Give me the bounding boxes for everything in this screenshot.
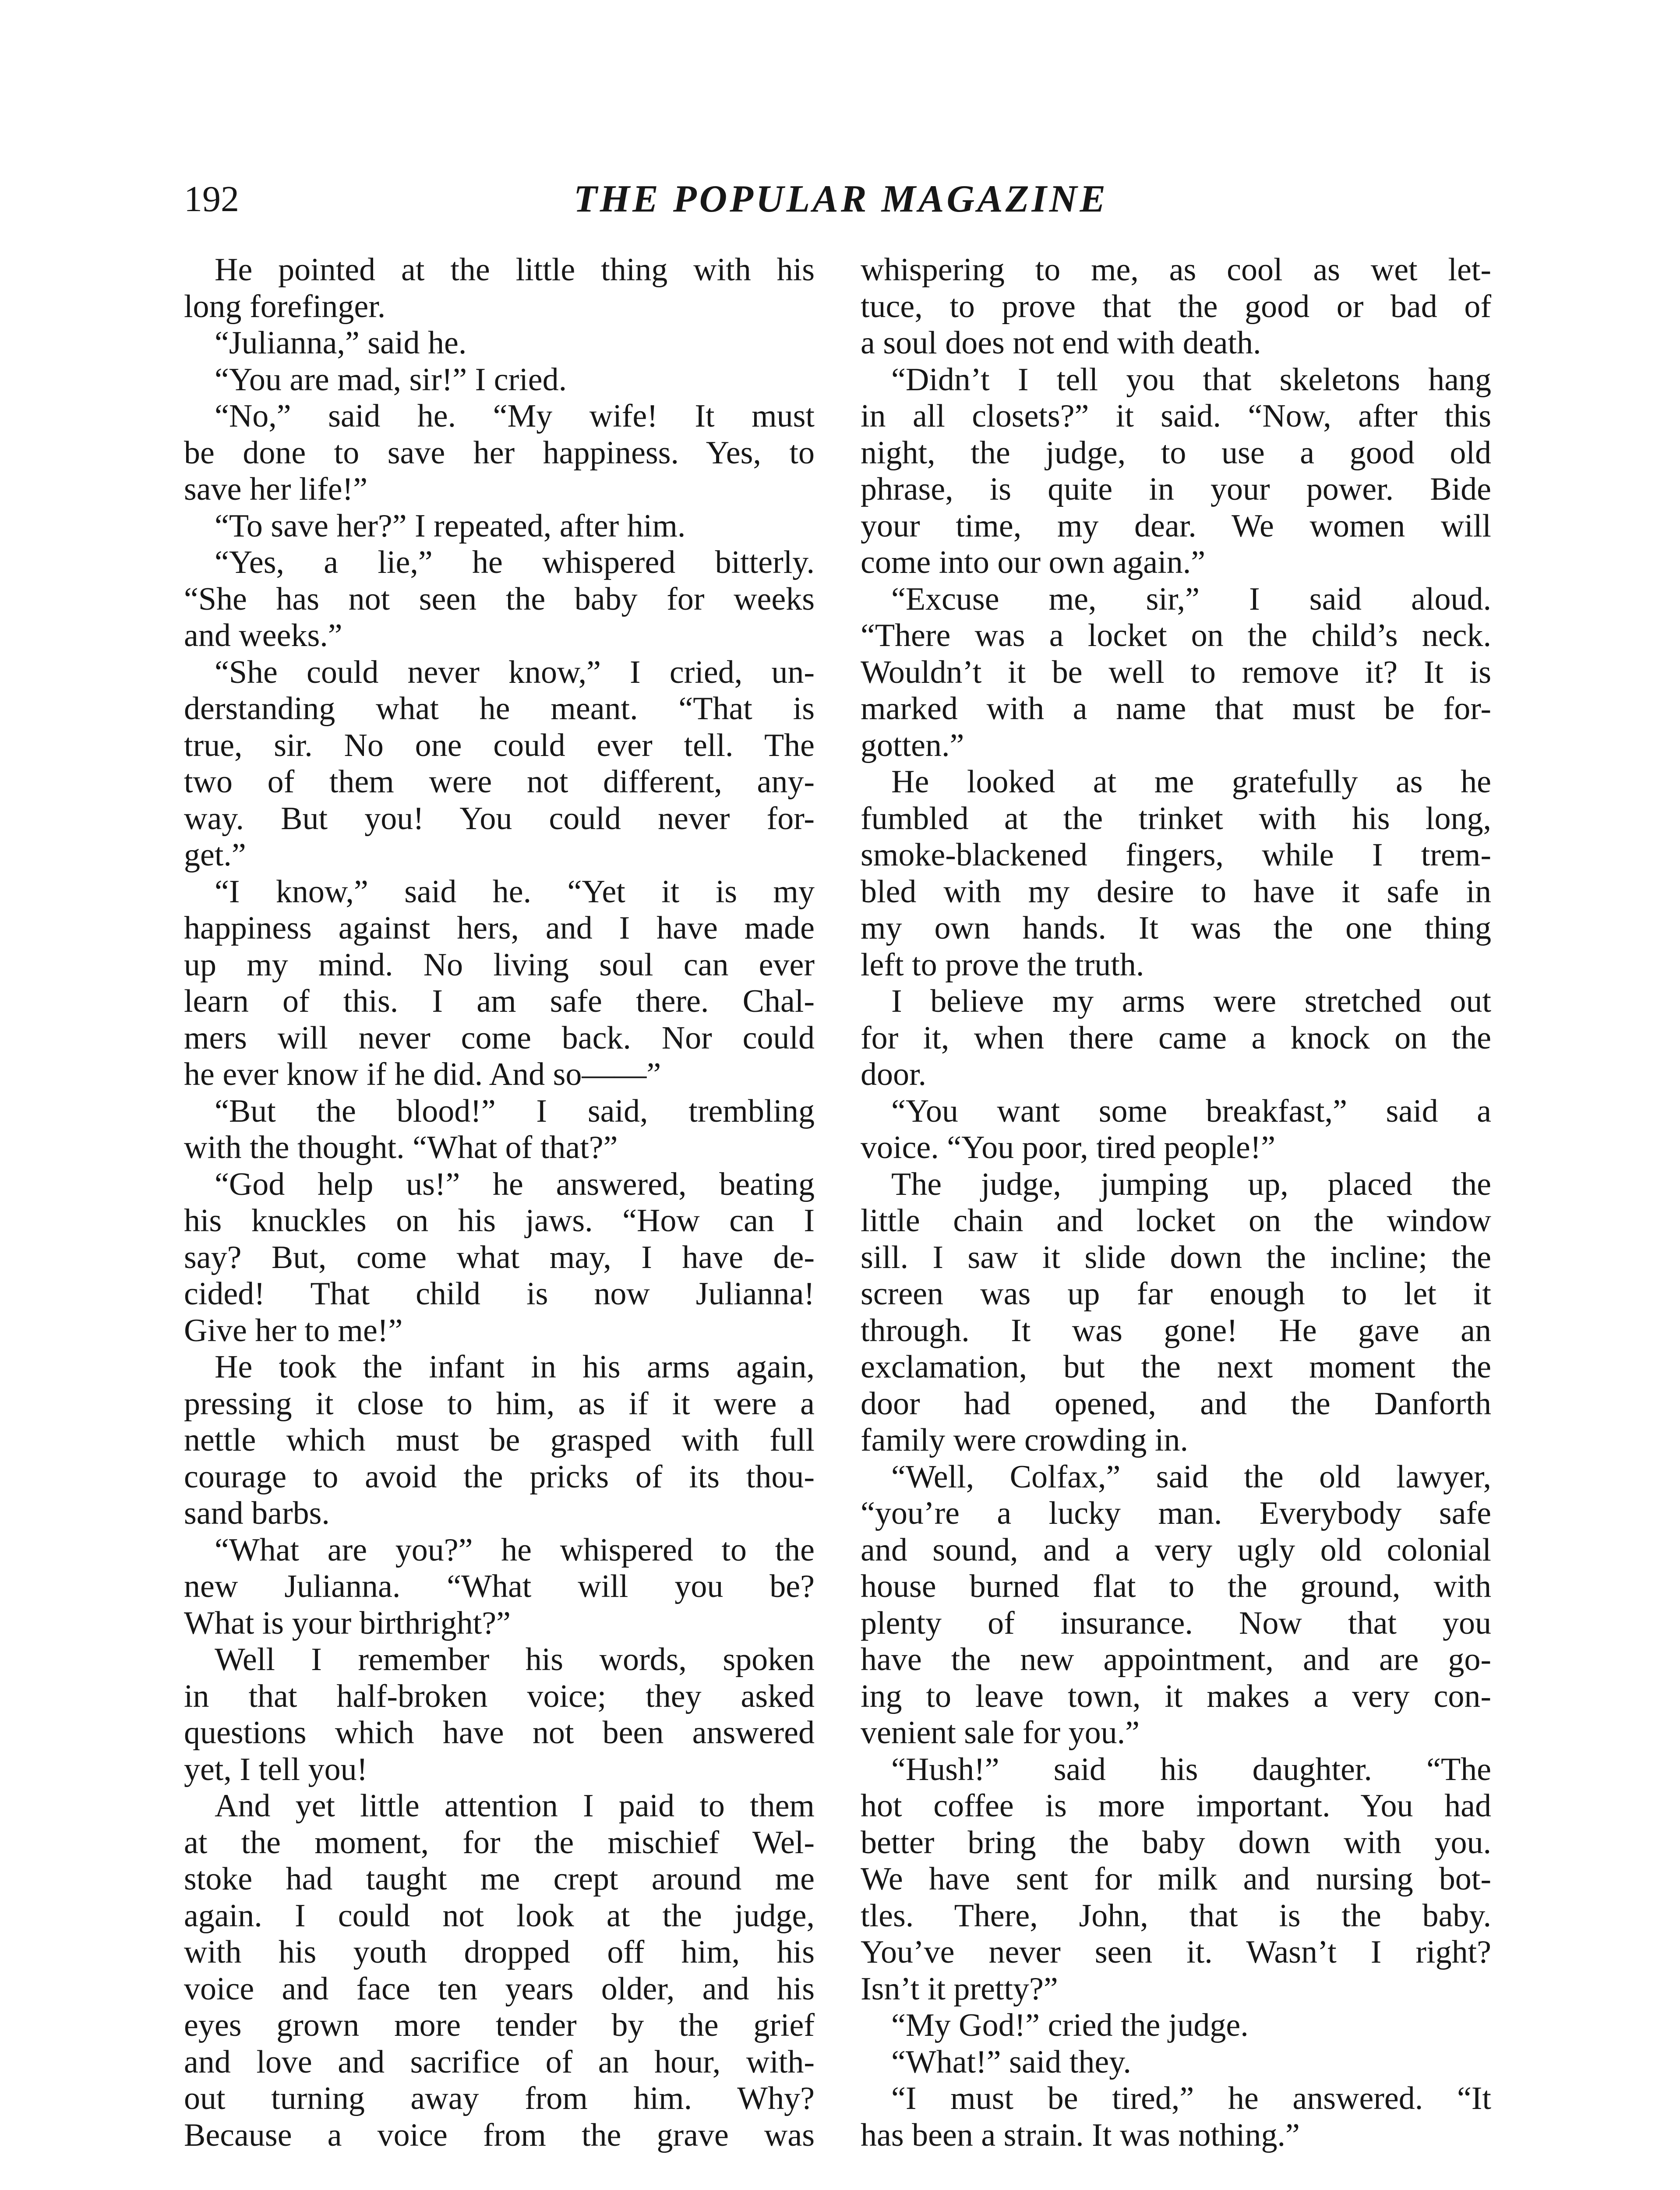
paragraph: [184, 252, 815, 325]
text-line: courage to avoid the pricks of its thou-: [184, 1459, 815, 1495]
text-line: “Yes, a lie,” he whispered bitterly.: [215, 544, 815, 580]
text-line: two of them were not different, any-: [184, 764, 815, 800]
text-line: say? But, come what may, I have de-: [184, 1239, 815, 1275]
text-line: whispering to me, as cool as wet let-: [861, 252, 1491, 288]
text-line: “She could never know,” I cried, un-: [215, 654, 815, 690]
text-line: new Julianna. “What will you be?: [184, 1568, 815, 1604]
text-line: mers will never come back. Nor could: [184, 1020, 815, 1056]
paragraph: [184, 1349, 815, 1532]
page-header: [184, 173, 1498, 226]
paragraph: [861, 764, 1491, 983]
text-line: phrase, is quite in your power. Bide: [861, 471, 1491, 507]
text-line: “But the blood!” I said, trembling: [215, 1093, 815, 1129]
text-line: cided! That child is now Julianna!: [184, 1276, 815, 1312]
text-line: in that half-broken voice; they asked: [184, 1678, 815, 1714]
paragraph: [861, 1459, 1491, 1752]
text-line: smoke-blackened fingers, while I trem-: [861, 837, 1491, 873]
text-line: in all closets?” it said. “Now, after this: [861, 398, 1491, 434]
text-line: for it, when there came a knock on the: [861, 1020, 1491, 1056]
text-line: be done to save her happiness. Yes, to: [184, 434, 815, 471]
text-line: “There was a locket on the child’s neck.: [861, 618, 1491, 653]
text-line: voice. “You poor, tired people!”: [861, 1130, 1276, 1166]
text-line: marked with a name that must be for-: [861, 691, 1491, 727]
text-line: “Well, Colfax,” said the old lawyer,: [891, 1459, 1491, 1495]
text-line: door had opened, and the Danforth: [861, 1385, 1491, 1422]
text-line: pressing it close to him, as if it were a: [184, 1385, 815, 1422]
text-line: eyes grown more tender by the grief: [184, 2007, 815, 2043]
text-line: tles. There, John, that is the baby.: [861, 1897, 1491, 1934]
text-line: I believe my arms were stretched out: [891, 983, 1491, 1019]
text-line: long forefinger.: [184, 288, 386, 325]
text-line: left to prove the truth.: [861, 947, 1144, 983]
text-line: up my mind. No living soul can ever: [184, 947, 815, 983]
text-line: You’ve never seen it. Wasn’t I right?: [861, 1934, 1491, 1970]
text-line: Isn’t it pretty?”: [861, 1971, 1058, 2007]
paragraph: [184, 1642, 815, 1788]
text-line: venient sale for you.”: [861, 1715, 1140, 1751]
text-line: sand barbs.: [184, 1495, 330, 1531]
text-line: Because a voice from the grave was: [184, 2117, 815, 2153]
text-line: “I know,” said he. “Yet it is my: [215, 873, 815, 910]
text-line: again. I could not look at the judge,: [184, 1897, 815, 1934]
text-line: “What!” said they.: [891, 2044, 1131, 2080]
text-line: “No,” said he. “My wife! It must: [215, 398, 815, 434]
text-line: “You are mad, sir!” I cried.: [215, 361, 567, 398]
text-line: your time, my dear. We women will: [861, 508, 1491, 544]
text-line: ing to leave town, it makes a very con-: [861, 1678, 1491, 1714]
paragraph: [861, 362, 1491, 581]
left-text-column: [184, 252, 815, 2154]
text-line: through. It was gone! He gave an: [861, 1312, 1491, 1349]
text-line: night, the judge, to use a good old: [861, 434, 1491, 471]
paragraph: [184, 1166, 815, 1349]
paragraph: [184, 362, 815, 399]
paragraph: [184, 654, 815, 874]
text-line: bled with my desire to have it safe in: [861, 873, 1491, 910]
text-line: he ever know if he did. And so——”: [184, 1056, 661, 1092]
text-line: way. But you! You could never for-: [184, 800, 815, 837]
text-line: “What are you?” he whispered to the: [215, 1532, 815, 1568]
paragraph: [184, 1532, 815, 1642]
right-text-column: [861, 252, 1491, 2154]
text-line: happiness against hers, and I have made: [184, 910, 815, 946]
text-line: and love and sacrifice of an hour, with-: [184, 2044, 815, 2080]
paragraph: [861, 2007, 1491, 2044]
text-line: “You want some breakfast,” said a: [891, 1093, 1491, 1129]
text-line: get.”: [184, 837, 246, 873]
text-line: hot coffee is more important. You had: [861, 1788, 1491, 1824]
text-line: tuce, to prove that the good or bad of: [861, 288, 1491, 325]
paragraph: [861, 1093, 1491, 1166]
text-line: What is your birthright?”: [184, 1605, 511, 1641]
text-line: He took the infant in his arms again,: [215, 1349, 815, 1385]
text-line: gotten.”: [861, 727, 964, 763]
text-line: voice and face ten years older, and his: [184, 1971, 815, 2007]
text-line: “God help us!” he answered, beating: [215, 1166, 815, 1202]
text-line: little chain and locket on the window: [861, 1203, 1491, 1239]
text-line: “Julianna,” said he.: [215, 325, 467, 361]
text-line: “Didn’t I tell you that skeletons hang: [891, 361, 1491, 398]
text-line: family were crowding in.: [861, 1422, 1188, 1458]
text-line: And yet little attention I paid to them: [215, 1788, 815, 1824]
text-line: He looked at me gratefully as he: [891, 764, 1491, 800]
text-line: “you’re a lucky man. Everybody safe: [861, 1495, 1491, 1531]
paragraph: [184, 544, 815, 654]
text-line: and sound, and a very ugly old colonial: [861, 1532, 1491, 1568]
text-line: “To save her?” I repeated, after him.: [215, 508, 686, 544]
text-line: exclamation, but the next moment the: [861, 1349, 1491, 1385]
text-line: Wouldn’t it be well to remove it? It is: [861, 654, 1491, 690]
paragraph: [184, 325, 815, 362]
text-line: “Excuse me, sir,” I said aloud.: [891, 581, 1491, 617]
text-line: have the new appointment, and are go-: [861, 1642, 1491, 1678]
text-line: derstanding what he meant. “That is: [184, 691, 815, 727]
text-line: door.: [861, 1056, 927, 1092]
text-line: my own hands. It was the one thing: [861, 910, 1491, 946]
text-line: house burned flat to the ground, with: [861, 1568, 1491, 1604]
text-line: save her life!”: [184, 471, 368, 507]
paragraph: [861, 983, 1491, 1093]
text-line: true, sir. No one could ever tell. The: [184, 727, 815, 763]
text-line: his knuckles on his jaws. “How can I: [184, 1203, 815, 1239]
text-line: and weeks.”: [184, 618, 342, 653]
paragraph: [861, 2044, 1491, 2081]
text-line: stoke had taught me crept around me: [184, 1861, 815, 1897]
text-line: nettle which must be grasped with full: [184, 1422, 815, 1458]
paragraph: [184, 874, 815, 1093]
paragraph: [861, 252, 1491, 362]
paragraph: [861, 1166, 1491, 1459]
text-line: has been a strain. It was nothing.”: [861, 2117, 1300, 2153]
text-line: out turning away from him. Why?: [184, 2080, 815, 2116]
text-line: at the moment, for the mischief Wel-: [184, 1824, 815, 1861]
text-line: yet, I tell you!: [184, 1751, 368, 1787]
paragraph: [861, 1752, 1491, 2008]
text-line: with his youth dropped off him, his: [184, 1934, 815, 1970]
text-line: a soul does not end with death.: [861, 325, 1261, 361]
text-line: sill. I saw it slide down the incline; the: [861, 1239, 1491, 1275]
text-line: learn of this. I am safe there. Chal-: [184, 983, 815, 1019]
paragraph: [184, 398, 815, 508]
text-line: Well I remember his words, spoken: [215, 1642, 815, 1678]
text-line: He pointed at the little thing with his: [215, 252, 815, 288]
text-line: Give her to me!”: [184, 1312, 403, 1349]
text-line: come into our own again.”: [861, 544, 1206, 580]
text-line: plenty of insurance. Now that you: [861, 1605, 1491, 1641]
text-line: We have sent for milk and nursing bot-: [861, 1861, 1491, 1897]
text-line: “I must be tired,” he answered. “It: [891, 2080, 1491, 2116]
paragraph: [861, 2080, 1491, 2154]
text-line: questions which have not been answered: [184, 1715, 815, 1751]
paragraph: [861, 581, 1491, 764]
paragraph: [184, 508, 815, 545]
text-line: “Hush!” said his daughter. “The: [891, 1751, 1491, 1787]
text-line: “She has not seen the baby for weeks: [184, 581, 815, 617]
text-line: fumbled at the trinket with his long,: [861, 800, 1491, 837]
paragraph: [184, 1788, 815, 2154]
paragraph: [184, 1093, 815, 1166]
page-number: 192: [184, 179, 239, 219]
text-line: “My God!” cried the judge.: [891, 2007, 1249, 2043]
text-line: with the thought. “What of that?”: [184, 1130, 618, 1166]
running-head: THE POPULAR MAGAZINE: [573, 178, 1108, 220]
text-line: better bring the baby down with you.: [861, 1824, 1491, 1861]
text-line: screen was up far enough to let it: [861, 1276, 1491, 1312]
text-line: The judge, jumping up, placed the: [891, 1166, 1491, 1202]
